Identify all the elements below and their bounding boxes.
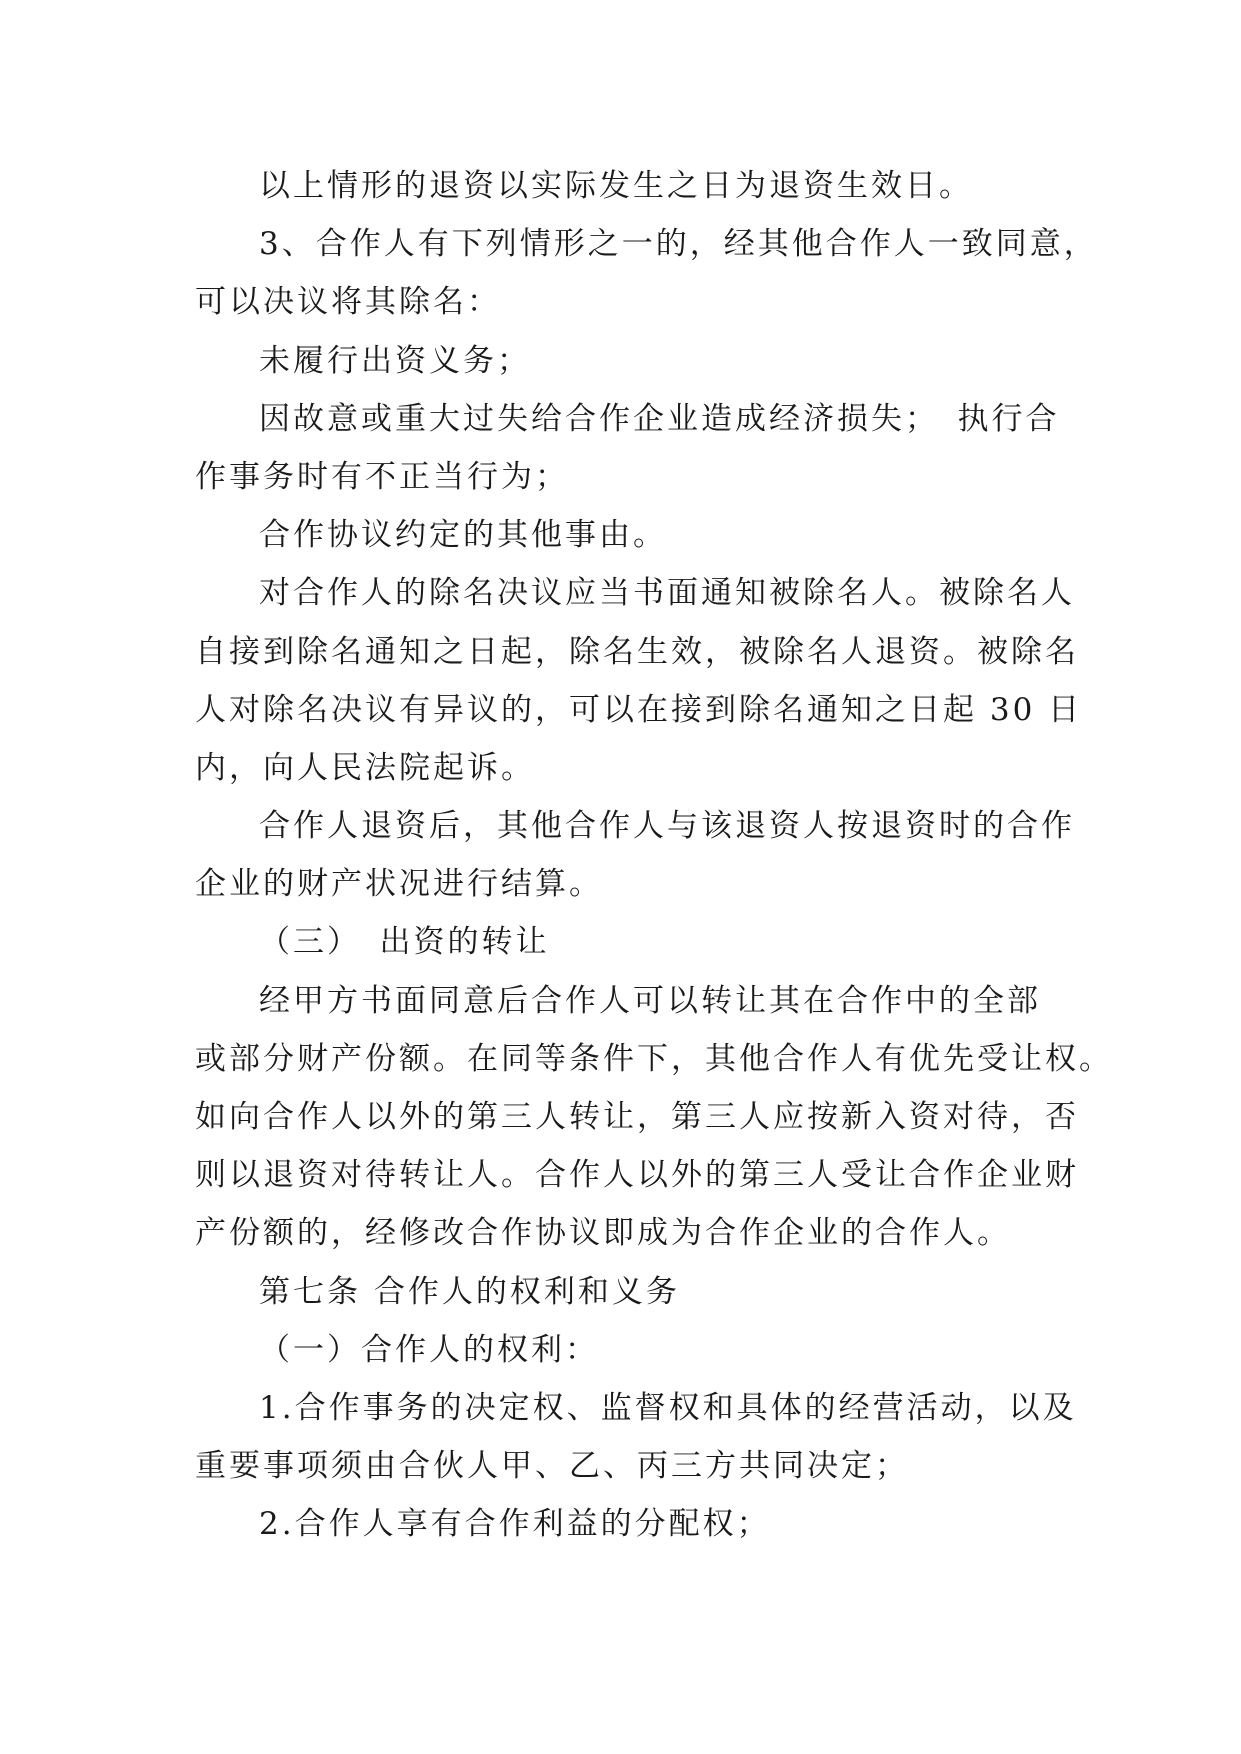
paragraph-line: 合作协议约定的其他事由。 [259, 517, 667, 554]
document-body [195, 157, 1113, 1554]
paragraph-line: 经甲方书面同意后合作人可以转让其在合作中的全部 [259, 982, 1041, 1019]
paragraph-line: 1.合作事务的决定权、监督权和具体的经营活动，以及 [259, 1389, 1077, 1426]
paragraph-line: 以上情形的退资以实际发生之日为退资生效日。 [259, 168, 973, 204]
paragraph-line: 重要事项须由合伙人甲、乙、丙三方共同决定； [195, 1448, 909, 1485]
paragraph-line: 合作人退资后，其他合作人与该退资人按退资时的合作 [259, 808, 1075, 845]
paragraph-line: 因故意或重大过失给合作企业造成经济损失； 执行合 [259, 400, 1060, 437]
paragraph-line: 作事务时有不正当行为； [195, 458, 569, 495]
paragraph-line: 内，向人民法院起诉。 [195, 749, 535, 786]
section-heading: （一）合作人的权利： [259, 1331, 599, 1368]
paragraph-line: 如向合作人以外的第三人转让，第三人应按新入资对待，否 [195, 1099, 1079, 1135]
paragraph-line: 则以退资对待转让人。合作人以外的第三人受让合作企业财 [195, 1157, 1079, 1194]
paragraph-line: 企业的财产状况进行结算。 [195, 866, 603, 903]
paragraph-line: 或部分财产份额。在同等条件下，其他合作人有优先受让权。 [195, 1040, 1113, 1077]
paragraph-line: 可以决议将其除名： [195, 284, 501, 321]
paragraph-line: 未履行出资义务； [259, 342, 531, 379]
article-heading: 第七条 合作人的权利和义务 [259, 1273, 680, 1310]
paragraph-line: 3、合作人有下列情形之一的，经其他合作人一致同意， [259, 226, 1098, 263]
paragraph-line: 2.合作人享有合作利益的分配权； [259, 1506, 771, 1543]
paragraph-line: 产份额的，经修改合作协议即成为合作企业的合作人。 [195, 1215, 1011, 1252]
paragraph-line: 自接到除名通知之日起，除名生效，被除名人退资。被除名 [195, 633, 1079, 670]
paragraph-line: 人对除名决议有异议的，可以在接到除名通知之日起 30 日 [195, 691, 1083, 728]
paragraph-line: 对合作人的除名决议应当书面通知被除名人。被除名人 [259, 575, 1075, 612]
section-heading: （三） 出资的转让 [259, 924, 550, 961]
